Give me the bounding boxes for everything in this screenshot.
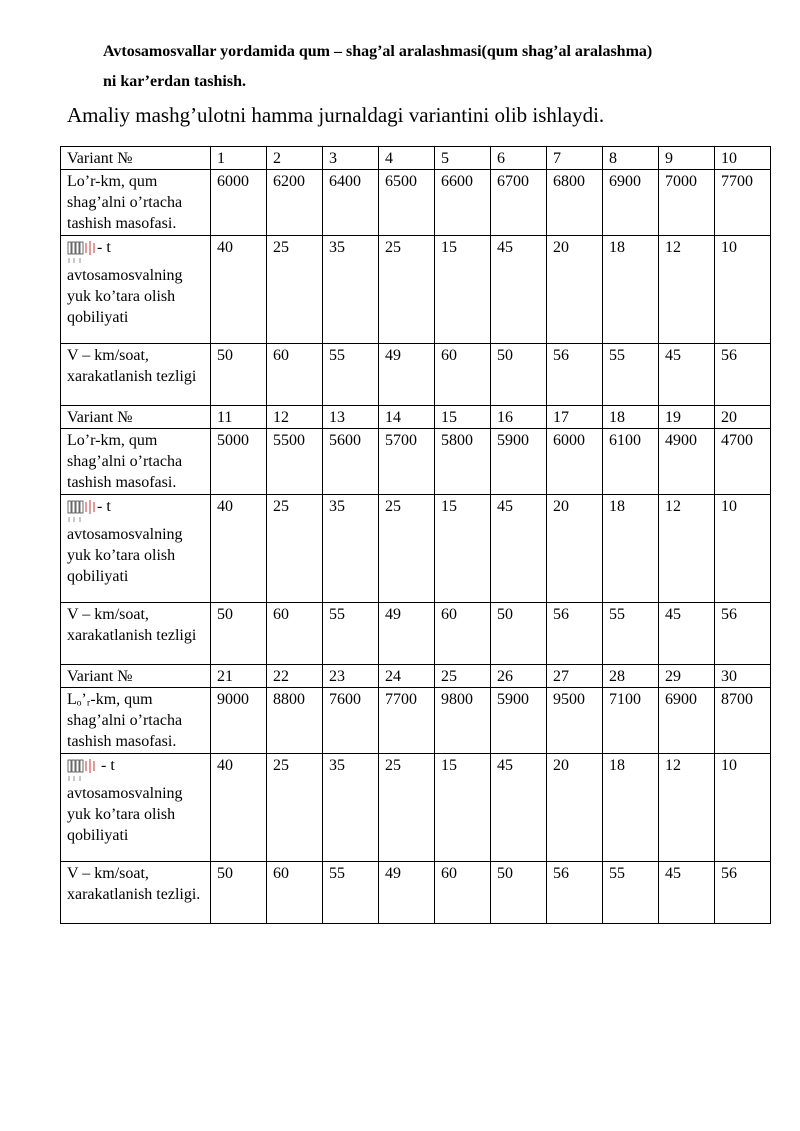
speed-value-cell: 56 xyxy=(715,603,771,665)
speed-value-cell: 56 xyxy=(547,862,603,924)
capacity-formula-icon xyxy=(67,498,97,524)
speed-value-cell: 55 xyxy=(323,603,379,665)
capacity-value-cell: 45 xyxy=(491,495,547,603)
variant-header-label-cell xyxy=(61,147,211,170)
variant-header-label-cell xyxy=(61,406,211,429)
capacity-label: - t avtosamosvalning yuk ko’tara olish qobiliyati xyxy=(67,757,183,844)
capacity-label: - t avtosamosvalning yuk ko’tara olish qobiliyati xyxy=(67,498,183,585)
title-line-2: ni kar’erdan tashish. xyxy=(103,73,246,90)
variant-header-value-cell: 25 xyxy=(435,665,491,688)
speed-value-cell: 50 xyxy=(211,603,267,665)
capacity-value-cell: 12 xyxy=(659,495,715,603)
distance-value-cell: 6600 xyxy=(435,170,491,236)
speed-value-cell: 55 xyxy=(603,862,659,924)
distance-value-cell: 6700 xyxy=(491,170,547,236)
capacity-value-cell: 12 xyxy=(659,754,715,862)
variant-header-value-cell: 13 xyxy=(323,406,379,429)
variant-header-value-cell: 20 xyxy=(715,406,771,429)
capacity-value-cell: 40 xyxy=(211,754,267,862)
distance-value-cell: 7100 xyxy=(603,688,659,754)
speed-row xyxy=(61,603,771,665)
speed-value-cell: 60 xyxy=(267,603,323,665)
speed-value-cell: 56 xyxy=(547,603,603,665)
capacity-value-cell: 45 xyxy=(491,236,547,344)
capacity-value-cell: 35 xyxy=(323,495,379,603)
distance-value-cell: 6500 xyxy=(379,170,435,236)
variant-header-value-cell: 3 xyxy=(323,147,379,170)
speed-value-cell: 50 xyxy=(491,862,547,924)
speed-value-cell: 50 xyxy=(211,862,267,924)
variant-header-value-cell: 14 xyxy=(379,406,435,429)
title-line-1: Avtosamosvallar yordamida qum – shag’al aralashmasi(qum shag’al aralashma) xyxy=(103,43,653,60)
variant-header-value-cell: 10 xyxy=(715,147,771,170)
distance-value-cell: 8700 xyxy=(715,688,771,754)
variant-header-value-cell: 5 xyxy=(435,147,491,170)
speed-value-cell: 50 xyxy=(491,344,547,406)
capacity-value-cell: 35 xyxy=(323,754,379,862)
speed-value-cell: 60 xyxy=(435,862,491,924)
capacity-value-cell: 10 xyxy=(715,236,771,344)
distance-label: Lo’r-km, qum shag’alni o’rtacha tashish masofasi. xyxy=(67,173,183,232)
variant-header-value-cell: 7 xyxy=(547,147,603,170)
speed-value-cell: 55 xyxy=(323,344,379,406)
speed-value-cell: 45 xyxy=(659,344,715,406)
distance-value-cell: 6000 xyxy=(547,429,603,495)
capacity-value-cell: 15 xyxy=(435,754,491,862)
distance-value-cell: 5900 xyxy=(491,688,547,754)
distance-label-cell xyxy=(61,429,211,495)
speed-value-cell: 60 xyxy=(435,344,491,406)
capacity-value-cell: 25 xyxy=(267,236,323,344)
variant-header-value-cell: 15 xyxy=(435,406,491,429)
speed-value-cell: 49 xyxy=(379,344,435,406)
speed-label-cell xyxy=(61,603,211,665)
speed-label-cell xyxy=(61,344,211,406)
distance-value-cell: 9000 xyxy=(211,688,267,754)
variant-header-value-cell: 9 xyxy=(659,147,715,170)
capacity-value-cell: 25 xyxy=(379,236,435,344)
speed-value-cell: 50 xyxy=(211,344,267,406)
capacity-value-cell: 12 xyxy=(659,236,715,344)
speed-value-cell: 49 xyxy=(379,862,435,924)
capacity-value-cell: 20 xyxy=(547,236,603,344)
speed-label: V – km/soat, xarakatlanish tezligi xyxy=(67,606,197,644)
variant-header-value-cell: 28 xyxy=(603,665,659,688)
variant-header-value-cell: 17 xyxy=(547,406,603,429)
capacity-label-cell xyxy=(61,754,211,862)
capacity-row xyxy=(61,495,771,603)
variant-header-value-cell: 2 xyxy=(267,147,323,170)
speed-row xyxy=(61,344,771,406)
variant-header-value-cell: 4 xyxy=(379,147,435,170)
capacity-formula-icon xyxy=(67,757,97,783)
distance-row xyxy=(61,170,771,236)
capacity-label: - t avtosamosvalning yuk ko’tara olish qobiliyati xyxy=(67,239,183,326)
distance-value-cell: 6900 xyxy=(659,688,715,754)
variant-header-value-cell: 12 xyxy=(267,406,323,429)
distance-value-cell: 6100 xyxy=(603,429,659,495)
variant-header-value-cell: 1 xyxy=(211,147,267,170)
speed-value-cell: 56 xyxy=(547,344,603,406)
distance-value-cell: 6900 xyxy=(603,170,659,236)
document-subtitle: Amaliy mashg’ulotni hamma jurnaldagi variantini olib ishlaydi. xyxy=(67,103,605,127)
capacity-value-cell: 20 xyxy=(547,754,603,862)
capacity-row xyxy=(61,236,771,344)
capacity-value-cell: 15 xyxy=(435,495,491,603)
variant-header-row xyxy=(61,665,771,688)
speed-label: V – km/soat, xarakatlanish tezligi xyxy=(67,347,197,385)
document-title xyxy=(103,37,783,97)
distance-value-cell: 6200 xyxy=(267,170,323,236)
variant-header-value-cell: 30 xyxy=(715,665,771,688)
speed-value-cell: 55 xyxy=(323,862,379,924)
distance-row xyxy=(61,429,771,495)
variant-header-value-cell: 18 xyxy=(603,406,659,429)
capacity-value-cell: 25 xyxy=(267,495,323,603)
variant-header-label: Variant № xyxy=(67,150,133,167)
variant-header-value-cell: 23 xyxy=(323,665,379,688)
distance-value-cell: 9800 xyxy=(435,688,491,754)
variant-header-row xyxy=(61,406,771,429)
capacity-value-cell: 15 xyxy=(435,236,491,344)
distance-value-cell: 7700 xyxy=(379,688,435,754)
speed-value-cell: 45 xyxy=(659,603,715,665)
capacity-value-cell: 18 xyxy=(603,495,659,603)
speed-value-cell: 45 xyxy=(659,862,715,924)
variant-header-value-cell: 19 xyxy=(659,406,715,429)
speed-value-cell: 49 xyxy=(379,603,435,665)
capacity-label-cell xyxy=(61,495,211,603)
speed-label-cell xyxy=(61,862,211,924)
capacity-label-cell xyxy=(61,236,211,344)
speed-value-cell: 55 xyxy=(603,344,659,406)
capacity-value-cell: 25 xyxy=(267,754,323,862)
capacity-row xyxy=(61,754,771,862)
capacity-value-cell: 18 xyxy=(603,236,659,344)
distance-value-cell: 6000 xyxy=(211,170,267,236)
variant-header-value-cell: 22 xyxy=(267,665,323,688)
capacity-formula-icon xyxy=(67,239,97,265)
variant-header-label: Variant № xyxy=(67,409,133,426)
capacity-value-cell: 40 xyxy=(211,495,267,603)
speed-value-cell: 60 xyxy=(435,603,491,665)
distance-value-cell: 7700 xyxy=(715,170,771,236)
distance-label: Lₒ’ᵣ-km, qum shag’alni o’rtacha tashish masofasi. xyxy=(67,691,183,750)
distance-label: Lo’r-km, qum shag’alni o’rtacha tashish masofasi. xyxy=(67,432,183,491)
variant-header-value-cell: 26 xyxy=(491,665,547,688)
variant-header-label-cell xyxy=(61,665,211,688)
speed-value-cell: 60 xyxy=(267,862,323,924)
variant-header-value-cell: 21 xyxy=(211,665,267,688)
distance-value-cell: 7600 xyxy=(323,688,379,754)
speed-value-cell: 60 xyxy=(267,344,323,406)
variant-header-value-cell: 11 xyxy=(211,406,267,429)
variant-header-value-cell: 29 xyxy=(659,665,715,688)
distance-value-cell: 5900 xyxy=(491,429,547,495)
speed-value-cell: 50 xyxy=(491,603,547,665)
distance-value-cell: 5500 xyxy=(267,429,323,495)
speed-label: V – km/soat, xarakatlanish tezligi. xyxy=(67,865,201,903)
distance-value-cell: 6800 xyxy=(547,170,603,236)
speed-value-cell: 56 xyxy=(715,344,771,406)
capacity-value-cell: 25 xyxy=(379,754,435,862)
distance-value-cell: 8800 xyxy=(267,688,323,754)
capacity-value-cell: 45 xyxy=(491,754,547,862)
capacity-value-cell: 20 xyxy=(547,495,603,603)
variant-header-value-cell: 27 xyxy=(547,665,603,688)
variant-header-label: Variant № xyxy=(67,668,133,685)
distance-value-cell: 5600 xyxy=(323,429,379,495)
capacity-value-cell: 35 xyxy=(323,236,379,344)
speed-value-cell: 56 xyxy=(715,862,771,924)
variant-header-value-cell: 16 xyxy=(491,406,547,429)
variant-header-row xyxy=(61,147,771,170)
distance-row xyxy=(61,688,771,754)
distance-value-cell: 7000 xyxy=(659,170,715,236)
capacity-value-cell: 25 xyxy=(379,495,435,603)
speed-row xyxy=(61,862,771,924)
variant-header-value-cell: 24 xyxy=(379,665,435,688)
variant-header-value-cell: 8 xyxy=(603,147,659,170)
capacity-value-cell: 10 xyxy=(715,495,771,603)
variants-table xyxy=(60,146,771,924)
capacity-value-cell: 40 xyxy=(211,236,267,344)
capacity-value-cell: 18 xyxy=(603,754,659,862)
distance-label-cell xyxy=(61,170,211,236)
speed-value-cell: 55 xyxy=(603,603,659,665)
distance-value-cell: 9500 xyxy=(547,688,603,754)
distance-value-cell: 6400 xyxy=(323,170,379,236)
distance-value-cell: 5800 xyxy=(435,429,491,495)
distance-value-cell: 4900 xyxy=(659,429,715,495)
distance-value-cell: 5700 xyxy=(379,429,435,495)
capacity-value-cell: 10 xyxy=(715,754,771,862)
distance-value-cell: 4700 xyxy=(715,429,771,495)
distance-label-cell xyxy=(61,688,211,754)
distance-value-cell: 5000 xyxy=(211,429,267,495)
variant-header-value-cell: 6 xyxy=(491,147,547,170)
